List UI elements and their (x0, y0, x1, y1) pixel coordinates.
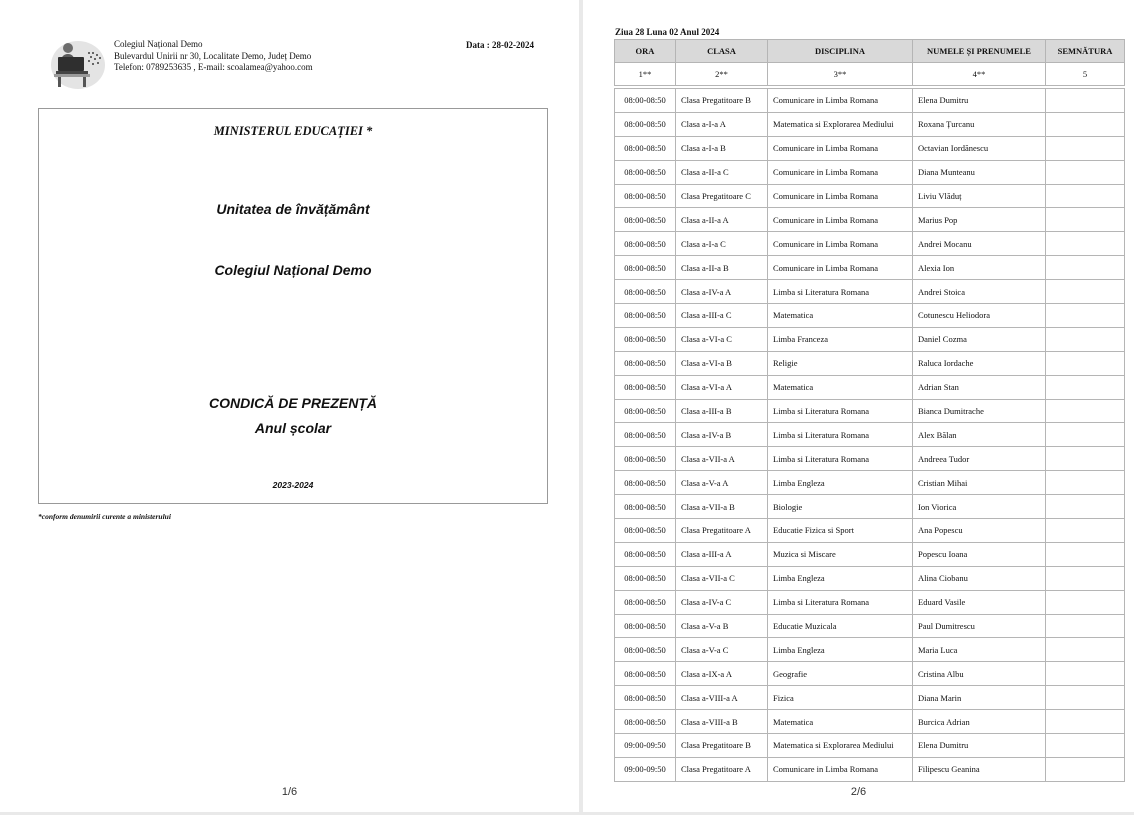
signature-cell[interactable] (1046, 614, 1125, 638)
column-index: 3** (768, 63, 913, 86)
subject-cell: Limba si Literatura Romana (768, 447, 913, 471)
subject-cell: Muzica si Miscare (768, 542, 913, 566)
signature-cell[interactable] (1046, 638, 1125, 662)
signature-cell[interactable] (1046, 519, 1125, 543)
subject-cell: Fizica (768, 686, 913, 710)
subject-cell: Matematica si Explorarea Mediului (768, 112, 913, 136)
time-cell: 08:00-08:50 (615, 89, 676, 113)
teacher-cell: Filipescu Geanina (913, 757, 1046, 781)
teacher-cell: Bianca Dumitrache (913, 399, 1046, 423)
teacher-cell: Andreea Tudor (913, 447, 1046, 471)
time-cell: 08:00-08:50 (615, 280, 676, 304)
column-index: 5 (1046, 63, 1125, 86)
signature-cell[interactable] (1046, 495, 1125, 519)
signature-cell[interactable] (1046, 136, 1125, 160)
teacher-cell: Cotunescu Heliodora (913, 304, 1046, 328)
signature-cell[interactable] (1046, 662, 1125, 686)
time-cell: 08:00-08:50 (615, 399, 676, 423)
table-row (615, 710, 1125, 734)
table-row (615, 638, 1125, 662)
table-header-row (615, 40, 1125, 63)
teacher-cell: Diana Marin (913, 686, 1046, 710)
time-cell: 08:00-08:50 (615, 590, 676, 614)
table-row (615, 447, 1125, 471)
time-cell: 08:00-08:50 (615, 542, 676, 566)
time-cell: 08:00-08:50 (615, 686, 676, 710)
class-cell: Clasa a-VII-a C (676, 566, 768, 590)
teacher-cell: Cristina Albu (913, 662, 1046, 686)
class-cell: Clasa a-VII-a B (676, 495, 768, 519)
subject-cell: Geografie (768, 662, 913, 686)
table-row (615, 614, 1125, 638)
footnote: *conform denumirii curente a ministerului (38, 512, 171, 521)
subject-cell: Comunicare in Limba Romana (768, 136, 913, 160)
time-cell: 09:00-09:50 (615, 757, 676, 781)
signature-cell[interactable] (1046, 471, 1125, 495)
class-cell: Clasa a-III-a B (676, 399, 768, 423)
column-index: 2** (676, 63, 768, 86)
time-cell: 08:00-08:50 (615, 327, 676, 351)
time-cell: 08:00-08:50 (615, 136, 676, 160)
subject-cell: Comunicare in Limba Romana (768, 208, 913, 232)
teacher-cell: Liviu Vlăduț (913, 184, 1046, 208)
table-row (615, 542, 1125, 566)
table-row (615, 280, 1125, 304)
signature-cell[interactable] (1046, 351, 1125, 375)
class-cell: Clasa a-VIII-a B (676, 710, 768, 734)
table-row (615, 256, 1125, 280)
time-cell: 08:00-08:50 (615, 160, 676, 184)
subject-cell: Matematica (768, 304, 913, 328)
teacher-cell: Alexia Ion (913, 256, 1046, 280)
subject-cell: Religie (768, 351, 913, 375)
subject-cell: Matematica (768, 375, 913, 399)
unit-name: Colegiul Național Demo (214, 262, 372, 278)
class-cell: Clasa a-I-a B (676, 136, 768, 160)
time-cell: 08:00-08:50 (615, 208, 676, 232)
teacher-cell: Raluca Iordache (913, 351, 1046, 375)
class-cell: Clasa a-III-a A (676, 542, 768, 566)
signature-cell[interactable] (1046, 280, 1125, 304)
column-header: CLASA (676, 40, 768, 63)
school-contact: Telefon: 0789253635 , E-mail: scoalamea@yahoo.com (114, 62, 313, 72)
table-row (615, 327, 1125, 351)
teacher-cell: Adrian Stan (913, 375, 1046, 399)
teacher-cell: Roxana Țurcanu (913, 112, 1046, 136)
time-cell: 08:00-08:50 (615, 184, 676, 208)
subject-cell: Limba Engleza (768, 638, 913, 662)
school-name: Colegiul Național Demo (114, 39, 203, 49)
teacher-cell: Andrei Stoica (913, 280, 1046, 304)
teacher-cell: Andrei Mocanu (913, 232, 1046, 256)
table-row (615, 686, 1125, 710)
teacher-cell: Cristian Mihai (913, 471, 1046, 495)
table-row (615, 566, 1125, 590)
time-cell: 08:00-08:50 (615, 112, 676, 136)
teacher-cell: Elena Dumitru (913, 89, 1046, 113)
signature-cell[interactable] (1046, 423, 1125, 447)
signature-cell[interactable] (1046, 208, 1125, 232)
subject-cell: Comunicare in Limba Romana (768, 184, 913, 208)
signature-cell[interactable] (1046, 89, 1125, 113)
class-cell: Clasa a-I-a C (676, 232, 768, 256)
signature-cell[interactable] (1046, 232, 1125, 256)
signature-cell[interactable] (1046, 112, 1125, 136)
class-cell: Clasa a-VIII-a A (676, 686, 768, 710)
time-cell: 08:00-08:50 (615, 256, 676, 280)
table-row (615, 734, 1125, 758)
table-row (615, 375, 1125, 399)
subject-cell: Educatie Muzicala (768, 614, 913, 638)
teacher-cell: Ana Popescu (913, 519, 1046, 543)
time-cell: 08:00-08:50 (615, 471, 676, 495)
class-cell: Clasa a-V-a A (676, 471, 768, 495)
class-cell: Clasa a-V-a C (676, 638, 768, 662)
class-cell: Clasa a-VI-a C (676, 327, 768, 351)
signature-cell[interactable] (1046, 375, 1125, 399)
time-cell: 08:00-08:50 (615, 304, 676, 328)
table-row (615, 208, 1125, 232)
column-index: 1** (615, 63, 676, 86)
time-cell: 09:00-09:50 (615, 734, 676, 758)
cover-box (38, 108, 548, 504)
time-cell: 08:00-08:50 (615, 710, 676, 734)
school-year: 2023-2024 (272, 480, 314, 490)
column-header: DISCIPLINA (768, 40, 913, 63)
subject-cell: Biologie (768, 495, 913, 519)
column-header: SEMNĂTURA (1046, 40, 1125, 63)
unit-label: Unitatea de învățământ (216, 201, 370, 217)
teacher-cell: Octavian Iordănescu (913, 136, 1046, 160)
subject-cell: Comunicare in Limba Romana (768, 160, 913, 184)
school-header (114, 39, 313, 74)
subject-cell: Limba si Literatura Romana (768, 280, 913, 304)
signature-cell[interactable] (1046, 686, 1125, 710)
subject-cell: Comunicare in Limba Romana (768, 757, 913, 781)
class-cell: Clasa a-IV-a C (676, 590, 768, 614)
subject-cell: Limba Franceza (768, 327, 913, 351)
table-row (615, 423, 1125, 447)
teacher-cell: Eduard Vasile (913, 590, 1046, 614)
class-cell: Clasa Pregatitoare B (676, 734, 768, 758)
teacher-cell: Diana Munteanu (913, 160, 1046, 184)
column-header: ORA (615, 40, 676, 63)
table-row (615, 232, 1125, 256)
teacher-cell: Daniel Cozma (913, 327, 1046, 351)
table-row (615, 160, 1125, 184)
teacher-cell: Elena Dumitru (913, 734, 1046, 758)
teacher-cell: Marius Pop (913, 208, 1046, 232)
class-cell: Clasa a-II-a B (676, 256, 768, 280)
table-row (615, 590, 1125, 614)
teacher-cell: Ion Viorica (913, 495, 1046, 519)
document-subtitle: Anul școlar (254, 420, 332, 436)
signature-cell[interactable] (1046, 566, 1125, 590)
class-cell: Clasa a-IX-a A (676, 662, 768, 686)
column-header: NUMELE ȘI PRENUMELE (913, 40, 1046, 63)
page-number: 1/6 (281, 786, 298, 798)
signature-cell[interactable] (1046, 184, 1125, 208)
time-cell: 08:00-08:50 (615, 375, 676, 399)
class-cell: Clasa Pregatitoare B (676, 89, 768, 113)
table-row (615, 351, 1125, 375)
table-row (615, 495, 1125, 519)
table-row (615, 112, 1125, 136)
class-cell: Clasa a-IV-a A (676, 280, 768, 304)
signature-cell[interactable] (1046, 734, 1125, 758)
time-cell: 08:00-08:50 (615, 638, 676, 662)
table-row (615, 471, 1125, 495)
table-row (615, 519, 1125, 543)
time-cell: 08:00-08:50 (615, 351, 676, 375)
class-cell: Clasa Pregatitoare A (676, 519, 768, 543)
document-page-2 (583, 0, 1134, 812)
signature-cell[interactable] (1046, 327, 1125, 351)
document-date: Data : 28-02-2024 (466, 40, 534, 50)
time-cell: 08:00-08:50 (615, 232, 676, 256)
signature-cell[interactable] (1046, 304, 1125, 328)
ministry-title: MINISTERUL EDUCAȚIEI * (213, 124, 373, 138)
attendance-table (614, 39, 1125, 782)
class-cell: Clasa a-II-a C (676, 160, 768, 184)
subject-cell: Limba si Literatura Romana (768, 590, 913, 614)
subject-cell: Comunicare in Limba Romana (768, 89, 913, 113)
class-cell: Clasa a-VI-a B (676, 351, 768, 375)
time-cell: 08:00-08:50 (615, 423, 676, 447)
time-cell: 08:00-08:50 (615, 566, 676, 590)
teacher-cell: Maria Luca (913, 638, 1046, 662)
time-cell: 08:00-08:50 (615, 447, 676, 471)
signature-cell[interactable] (1046, 256, 1125, 280)
subject-cell: Comunicare in Limba Romana (768, 232, 913, 256)
table-row (615, 662, 1125, 686)
school-address: Bulevardul Unirii nr 30, Localitate Demo, Județ Demo (114, 50, 312, 61)
signature-cell[interactable] (1046, 399, 1125, 423)
time-cell: 08:00-08:50 (615, 495, 676, 519)
teacher-cell: Burcica Adrian (913, 710, 1046, 734)
signature-cell[interactable] (1046, 590, 1125, 614)
signature-cell[interactable] (1046, 542, 1125, 566)
table-row (615, 399, 1125, 423)
table-row (615, 184, 1125, 208)
table-row (615, 89, 1125, 113)
column-index: 4** (913, 63, 1046, 86)
teacher-cell: Alex Bălan (913, 423, 1046, 447)
time-cell: 08:00-08:50 (615, 614, 676, 638)
subject-cell: Limba si Literatura Romana (768, 399, 913, 423)
signature-cell[interactable] (1046, 160, 1125, 184)
subject-cell: Limba si Literatura Romana (768, 423, 913, 447)
person-at-computer-icon (50, 38, 106, 90)
signature-cell[interactable] (1046, 447, 1125, 471)
document-title: CONDICĂ DE PREZENȚĂ (208, 395, 377, 411)
subject-cell: Limba Engleza (768, 566, 913, 590)
subject-cell: Comunicare in Limba Romana (768, 256, 913, 280)
signature-cell[interactable] (1046, 757, 1125, 781)
class-cell: Clasa a-III-a C (676, 304, 768, 328)
day-line: Ziua 28 Luna 02 Anul 2024 (615, 27, 720, 37)
class-cell: Clasa a-V-a B (676, 614, 768, 638)
class-cell: Clasa a-VII-a A (676, 447, 768, 471)
table-row (615, 757, 1125, 781)
class-cell: Clasa a-IV-a B (676, 423, 768, 447)
column-index-row (615, 63, 1125, 86)
class-cell: Clasa Pregatitoare C (676, 184, 768, 208)
teacher-cell: Paul Dumitrescu (913, 614, 1046, 638)
class-cell: Clasa a-II-a A (676, 208, 768, 232)
class-cell: Clasa a-I-a A (676, 112, 768, 136)
table-row (615, 136, 1125, 160)
subject-cell: Educatie Fizica si Sport (768, 519, 913, 543)
subject-cell: Matematica si Explorarea Mediului (768, 734, 913, 758)
table-row (615, 304, 1125, 328)
class-cell: Clasa Pregatitoare A (676, 757, 768, 781)
teacher-cell: Alina Ciobanu (913, 566, 1046, 590)
class-cell: Clasa a-VI-a A (676, 375, 768, 399)
teacher-cell: Popescu Ioana (913, 542, 1046, 566)
time-cell: 08:00-08:50 (615, 519, 676, 543)
subject-cell: Matematica (768, 710, 913, 734)
page-number: 2/6 (850, 786, 867, 798)
time-cell: 08:00-08:50 (615, 662, 676, 686)
subject-cell: Limba Engleza (768, 471, 913, 495)
signature-cell[interactable] (1046, 710, 1125, 734)
